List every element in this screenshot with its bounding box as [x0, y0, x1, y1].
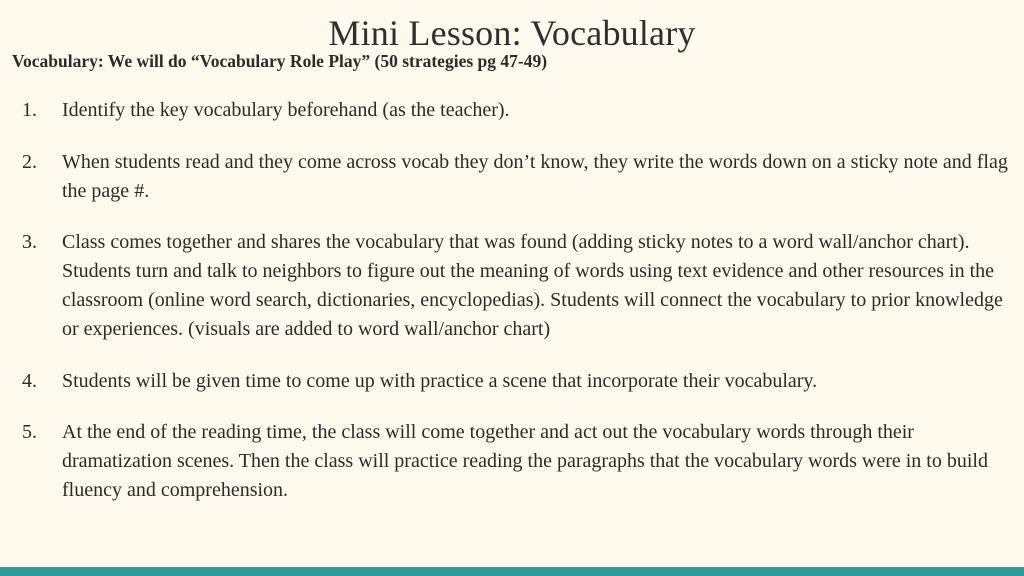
list-item	[22, 96, 1012, 125]
list-item-text: Class comes together and shares the vocabulary that was found (adding sticky notes to a word wall/anchor chart). Students turn and talk to neighbors to figure out the meaning of words using text evidence and other resources in the classroom (online word search, dictionaries, encyclopedias). Students will connect the vocabulary to prior knowledge or experiences. (visuals are added to word wall/anchor chart)	[62, 231, 1003, 340]
list-item-text: Students will be given time to come up with practice a scene that incorporate their vocabulary.	[62, 369, 818, 392]
list-item-text: When students read and they come across vocab they don’t know, they write the words down on a sticky note and flag the page #.	[62, 150, 1008, 202]
list-item	[22, 228, 1012, 344]
list-item-text: Identify the key vocabulary beforehand (as the teacher).	[62, 99, 510, 121]
list-item	[22, 418, 1012, 505]
list-item-number: 3.	[22, 231, 37, 253]
list-item-number: 5.	[22, 421, 37, 443]
slide-title: Mini Lesson: Vocabulary	[328, 13, 696, 53]
list-item-number: 1.	[22, 99, 37, 121]
list-item-text: At the end of the reading time, the class will come together and act out the vocabulary words through their dramatization scenes. Then the class will practice reading the paragraphs that the vocabulary words were in to build fluency and comprehension.	[62, 421, 988, 501]
list-item-number: 4.	[22, 369, 37, 392]
steps-list	[22, 96, 1012, 528]
list-item-number: 2.	[22, 150, 37, 173]
slide-subtitle: Vocabulary: We will do “Vocabulary Role Play” (50 strategies pg 47-49)	[12, 51, 548, 71]
accent-bar	[0, 567, 1024, 576]
list-item	[22, 367, 1012, 396]
list-item	[22, 148, 1012, 206]
